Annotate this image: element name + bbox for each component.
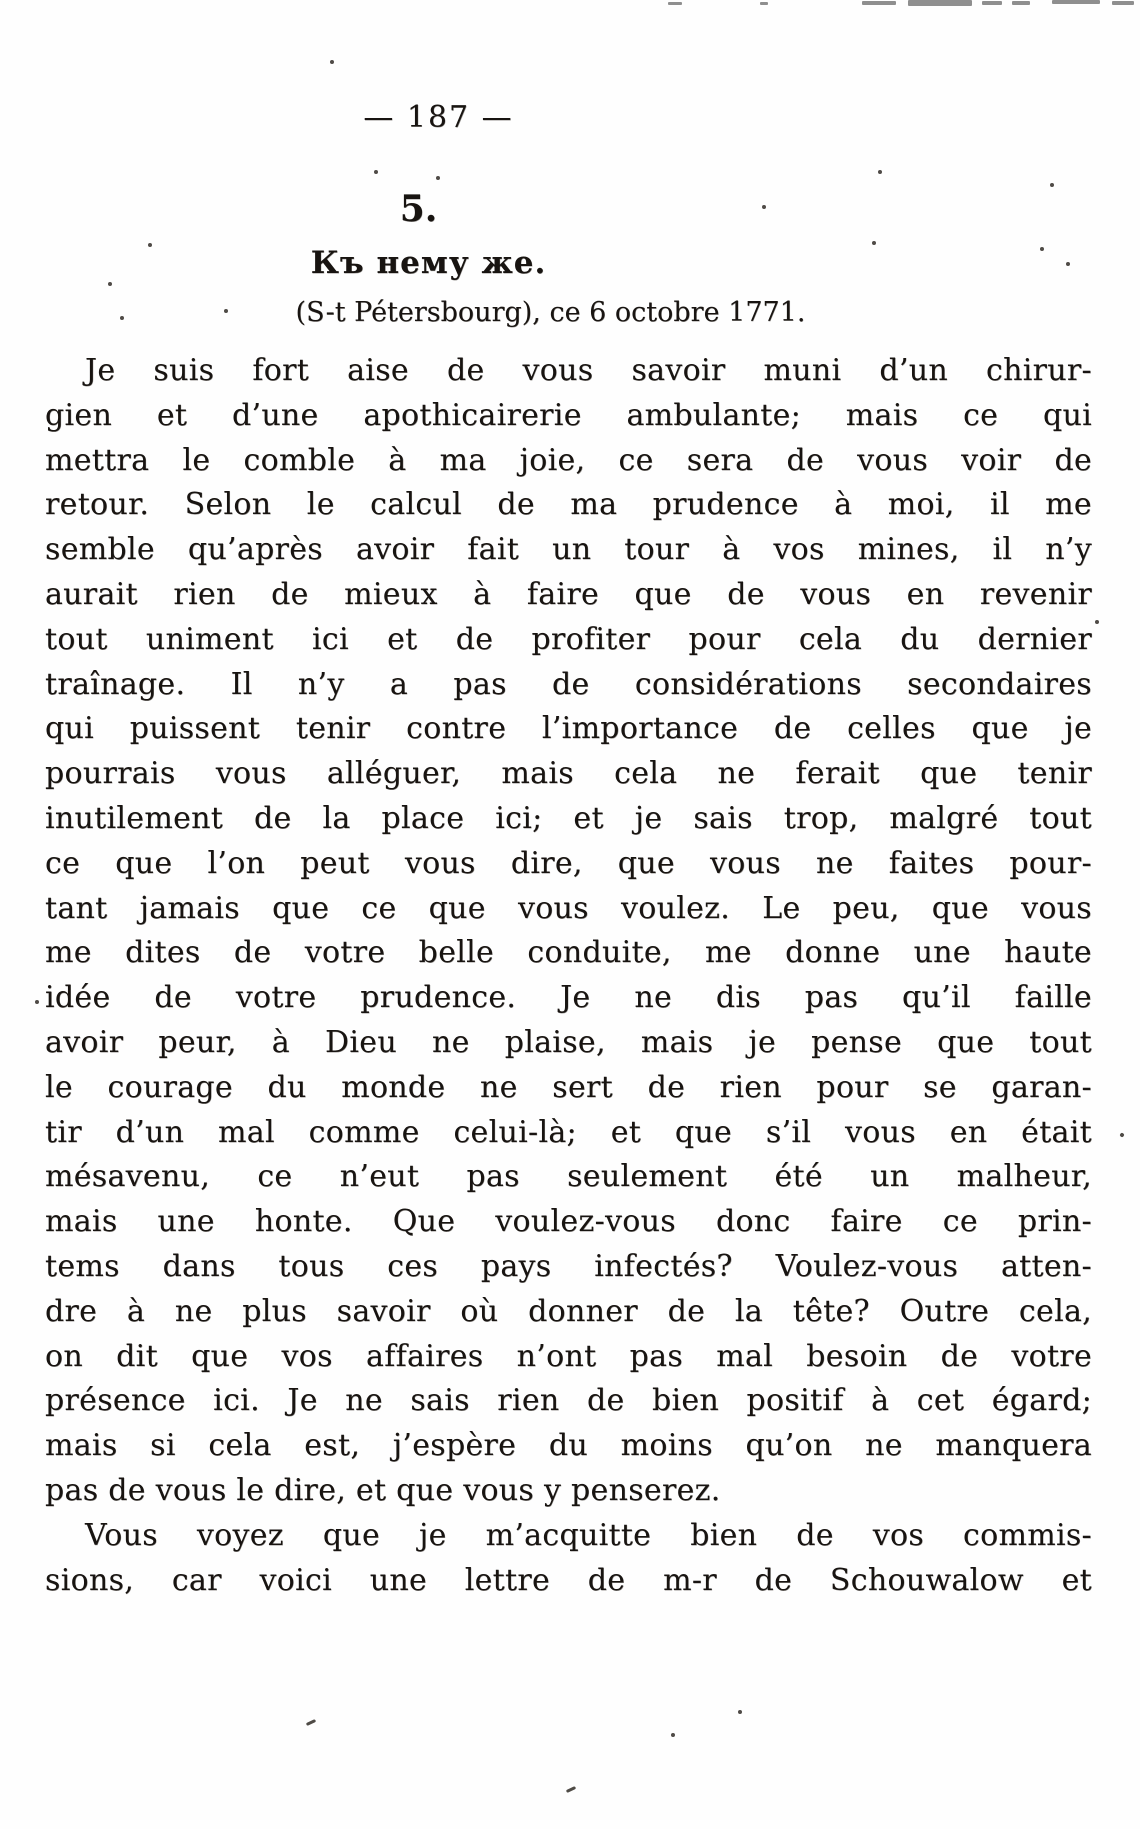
- page-number: — 187 —: [363, 100, 514, 135]
- text-line: on dit que vos affaires n’ont pas mal besoin de votre: [45, 1338, 1092, 1374]
- text-line: dre à ne plus savoir où donner de la tête? Outre cela,: [45, 1293, 1092, 1329]
- text-line: tout uniment ici et de profiter pour cela du dernier: [45, 621, 1092, 657]
- text-line: le courage du monde ne sert de rien pour se garan-: [45, 1069, 1092, 1105]
- text-line: inutilement de la place ici; et je sais trop, malgré tout: [45, 800, 1092, 836]
- letter-heading: Къ нему же.: [310, 245, 547, 281]
- text-line: mettra le comble à ma joie, ce sera de vous voir de: [45, 442, 1092, 478]
- text-line: Je suis fort aise de vous savoir muni d’un chirur-: [85, 353, 1092, 388]
- text-line: idée de votre prudence. Je ne dis pas qu’il faille: [45, 980, 1092, 1016]
- text-line: mais une honte. Que voulez-vous donc faire ce prin-: [45, 1204, 1092, 1240]
- text-line: tant jamais que ce que vous voulez. Le peu, que vous: [45, 890, 1092, 926]
- text-line: Vous voyez que je m’acquitte bien de vos commis-: [85, 1517, 1092, 1553]
- text-line: tir d’un mal comme celui-là; et que s’il vous en était: [45, 1114, 1092, 1150]
- text-line: sions, car voici une lettre de m-r de Schouwalow et: [45, 1562, 1092, 1598]
- section-number: 5.: [399, 188, 438, 230]
- text-line: pas de vous le dire, et que vous y penserez.: [45, 1472, 721, 1508]
- text-line: tems dans tous ces pays infectés? Voulez-vous atten-: [45, 1248, 1092, 1284]
- text-line: mais si cela est, j’espère du moins qu’on ne manquera: [45, 1428, 1092, 1464]
- text-line: avoir peur, à Dieu ne plaise, mais je pense que tout: [45, 1024, 1092, 1060]
- text-line: aurait rien de mieux à faire que de vous en revenir: [45, 576, 1092, 612]
- dateline: (S-t Pétersbourg), ce 6 octobre 1771.: [295, 297, 806, 328]
- letter-body: [45, 349, 1092, 1603]
- text-line: semble qu’après avoir fait un tour à vos mines, il n’y: [45, 532, 1092, 568]
- text-line: mésavenu, ce n’eut pas seulement été un malheur,: [45, 1159, 1092, 1195]
- text-line: me dites de votre belle conduite, me donne une haute: [45, 935, 1092, 971]
- text-line: pourrais vous alléguer, mais cela ne ferait que tenir: [45, 756, 1092, 792]
- text-line: qui puissent tenir contre l’importance de celles que je: [45, 711, 1092, 747]
- text-line: traînage. Il n’y a pas de considérations secondaires: [45, 666, 1092, 702]
- text-line: gien et d’une apothicairerie ambulante; mais ce qui: [45, 397, 1092, 433]
- text-line: retour. Selon le calcul de ma prudence à moi, il me: [45, 487, 1092, 523]
- text-line: présence ici. Je ne sais rien de bien positif à cet égard;: [45, 1383, 1092, 1419]
- text-line: ce que l’on peut vous dire, que vous ne faites pour-: [45, 845, 1092, 881]
